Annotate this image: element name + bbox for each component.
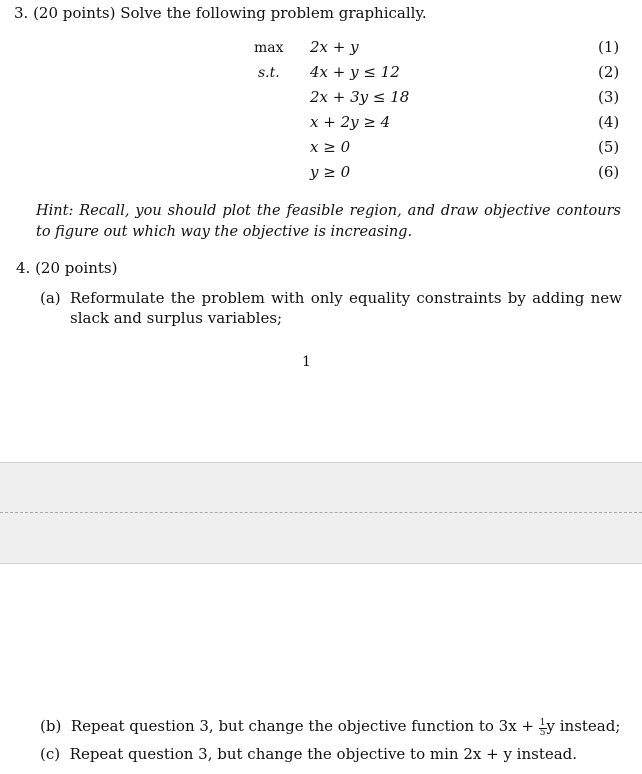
objective-expression: 2x + y <box>310 38 359 56</box>
page-break-divider <box>0 512 642 513</box>
hint-paragraph: Hint: Recall, you should plot the feasible region, and draw objective contours to figure out which way the objective is increasing. <box>36 203 621 240</box>
equation-number-2: (2) <box>598 63 620 81</box>
one-fifth-fraction <box>539 719 547 738</box>
part-c <box>40 745 577 763</box>
part-a-text: Reformulate the problem with only equality constraints by adding new slack and surplus variables; <box>70 289 622 327</box>
max-label: max <box>254 40 284 56</box>
part-b-text-pre: Repeat question 3, but change the objective function to 3x + <box>70 717 534 735</box>
equation-number-1: (1) <box>598 38 620 56</box>
part-a <box>40 288 622 328</box>
part-c-label: (c) <box>40 745 61 763</box>
constraint-5: x ≥ 0 <box>310 138 351 156</box>
equation-number-5: (5) <box>598 138 620 156</box>
equation-number-6: (6) <box>598 163 620 181</box>
question-3-heading: 3. (20 points) Solve the following problem graphically. <box>14 4 427 22</box>
part-c-text: Repeat question 3, but change the objective to min 2x + y instead. <box>69 745 578 763</box>
equation-number-4: (4) <box>598 113 620 131</box>
part-a-label: (a) <box>40 289 61 307</box>
equation-number-3: (3) <box>598 88 620 106</box>
constraint-2: 4x + y ≤ 12 <box>310 63 400 81</box>
part-b <box>40 717 620 738</box>
constraint-6: y ≥ 0 <box>310 163 351 181</box>
part-b-label: (b) <box>40 717 62 735</box>
constraint-3: 2x + 3y ≤ 18 <box>310 88 410 106</box>
part-b-text-post: y instead; <box>546 717 621 735</box>
st-label: s.t. <box>258 65 280 81</box>
fraction-denominator: 5 <box>539 728 546 738</box>
fraction-numerator: 1 <box>539 718 546 728</box>
question-4-heading: 4. (20 points) <box>16 259 118 277</box>
page-number: 1 <box>302 354 311 370</box>
constraint-4: x + 2y ≥ 4 <box>310 113 391 131</box>
page-break-gap <box>0 462 642 564</box>
